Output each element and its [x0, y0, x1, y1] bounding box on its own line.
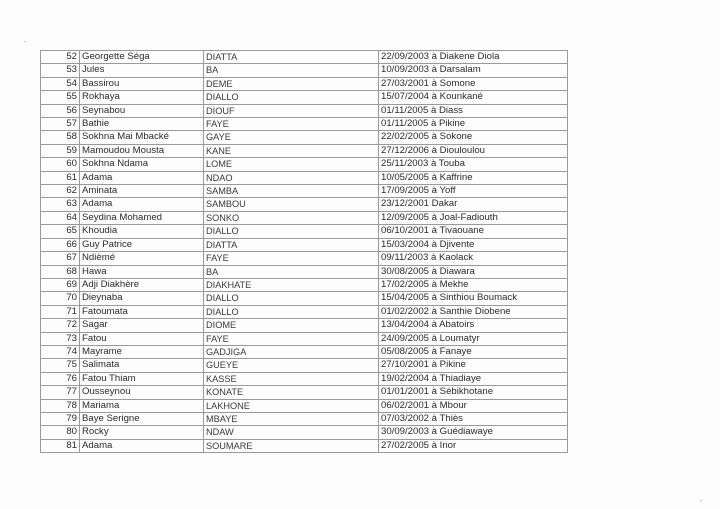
last-name-cell: NDAW — [204, 426, 379, 439]
first-name-cell: Ousseynou — [80, 386, 204, 399]
table-row — [41, 91, 568, 104]
first-name-cell: Dieynaba — [80, 292, 204, 305]
first-name-cell: Sagar — [80, 319, 204, 332]
birth-date-place-cell: 25/11/2003 à Touba — [379, 158, 568, 171]
birth-date-place-cell: 27/10/2001 à Pikine — [379, 359, 568, 372]
row-number-cell: 75 — [41, 359, 80, 372]
first-name-cell: Mariama — [80, 399, 204, 412]
table-row — [41, 265, 568, 278]
last-name-cell: KANE — [204, 144, 379, 157]
last-name-cell: DIAKHATE — [204, 278, 379, 291]
row-number-cell: 53 — [41, 64, 80, 77]
last-name-cell: GAYE — [204, 131, 379, 144]
last-name-cell: FAYE — [204, 118, 379, 131]
table-row — [41, 238, 568, 251]
first-name-cell: Sokhna Ndama — [80, 158, 204, 171]
row-number-cell: 71 — [41, 305, 80, 318]
table-row — [41, 278, 568, 291]
row-number-cell: 76 — [41, 372, 80, 385]
last-name-cell: SAMBOU — [204, 198, 379, 211]
birth-date-place-cell: 19/02/2004 à Thiadiaye — [379, 372, 568, 385]
table-row — [41, 131, 568, 144]
last-name-cell: KONATE — [204, 386, 379, 399]
table-row — [41, 77, 568, 90]
last-name-cell: DIALLO — [204, 225, 379, 238]
birth-date-place-cell: 22/09/2003 à Diakene Diola — [379, 51, 568, 64]
last-name-cell: SOUMARE — [204, 439, 379, 452]
first-name-cell: Guy Patrice — [80, 238, 204, 251]
last-name-cell: DIOME — [204, 319, 379, 332]
birth-date-place-cell: 27/02/2005 à Inor — [379, 439, 568, 452]
birth-date-place-cell: 05/08/2005 à Fanaye — [379, 345, 568, 358]
last-name-cell: GADJIGA — [204, 345, 379, 358]
birth-date-place-cell: 01/01/2001 à Sébikhotane — [379, 386, 568, 399]
row-number-cell: 66 — [41, 238, 80, 251]
last-name-cell: MBAYE — [204, 412, 379, 425]
table-row — [41, 386, 568, 399]
birth-date-place-cell: 01/11/2005 à Diass — [379, 104, 568, 117]
student-roster-table — [40, 50, 568, 453]
birth-date-place-cell: 17/02/2005 à Mekhe — [379, 278, 568, 291]
first-name-cell: Adama — [80, 171, 204, 184]
row-number-cell: 57 — [41, 118, 80, 131]
row-number-cell: 52 — [41, 51, 80, 64]
table-row — [41, 252, 568, 265]
last-name-cell: DIALLO — [204, 305, 379, 318]
first-name-cell: Seynabou — [80, 104, 204, 117]
first-name-cell: Mamoudou Mousta — [80, 144, 204, 157]
last-name-cell: FAYE — [204, 332, 379, 345]
table-row — [41, 345, 568, 358]
table-row — [41, 104, 568, 117]
first-name-cell: Bathie — [80, 118, 204, 131]
row-number-cell: 77 — [41, 386, 80, 399]
table-row — [41, 412, 568, 425]
first-name-cell: Bassirou — [80, 77, 204, 90]
birth-date-place-cell: 23/12/2001 Dakar — [379, 198, 568, 211]
birth-date-place-cell: 30/09/2003 à Guédiawaye — [379, 426, 568, 439]
table-row — [41, 118, 568, 131]
row-number-cell: 70 — [41, 292, 80, 305]
first-name-cell: Seydina Mohamed — [80, 211, 204, 224]
birth-date-place-cell: 01/02/2002 à Santhie Diobene — [379, 305, 568, 318]
table-row — [41, 332, 568, 345]
first-name-cell: Adama — [80, 439, 204, 452]
birth-date-place-cell: 15/04/2005 à Sinthiou Boumack — [379, 292, 568, 305]
table-row — [41, 198, 568, 211]
first-name-cell: Hawa — [80, 265, 204, 278]
first-name-cell: Adji Diakhère — [80, 278, 204, 291]
table-row — [41, 305, 568, 318]
first-name-cell: Baye Serigne — [80, 412, 204, 425]
row-number-cell: 79 — [41, 412, 80, 425]
row-number-cell: 58 — [41, 131, 80, 144]
birth-date-place-cell: 15/07/2004 à Kounkané — [379, 91, 568, 104]
first-name-cell: Fatou — [80, 332, 204, 345]
table-row — [41, 439, 568, 452]
last-name-cell: DEME — [204, 77, 379, 90]
first-name-cell: Jules — [80, 64, 204, 77]
table-row — [41, 319, 568, 332]
last-name-cell: LAKHONE — [204, 399, 379, 412]
row-number-cell: 64 — [41, 211, 80, 224]
row-number-cell: 67 — [41, 252, 80, 265]
last-name-cell: FAYE — [204, 252, 379, 265]
birth-date-place-cell: 06/10/2001 à Tivaouane — [379, 225, 568, 238]
last-name-cell: BA — [204, 64, 379, 77]
first-name-cell: Rokhaya — [80, 91, 204, 104]
last-name-cell: DIALLO — [204, 91, 379, 104]
birth-date-place-cell: 15/03/2004 à Djivente — [379, 238, 568, 251]
row-number-cell: 63 — [41, 198, 80, 211]
table-row — [41, 359, 568, 372]
row-number-cell: 69 — [41, 278, 80, 291]
birth-date-place-cell: 10/05/2005 à Kaffrine — [379, 171, 568, 184]
scan-speck — [24, 41, 26, 42]
row-number-cell: 73 — [41, 332, 80, 345]
birth-date-place-cell: 22/02/2005 à Sokone — [379, 131, 568, 144]
table-row — [41, 144, 568, 157]
last-name-cell: DIATTA — [204, 51, 379, 64]
row-number-cell: 61 — [41, 171, 80, 184]
birth-date-place-cell: 17/09/2005 à Yoff — [379, 185, 568, 198]
birth-date-place-cell: 30/08/2005 à Diawara — [379, 265, 568, 278]
row-number-cell: 55 — [41, 91, 80, 104]
row-number-cell: 78 — [41, 399, 80, 412]
row-number-cell: 81 — [41, 439, 80, 452]
table-row — [41, 211, 568, 224]
birth-date-place-cell: 27/12/2006 à Diouloulou — [379, 144, 568, 157]
row-number-cell: 80 — [41, 426, 80, 439]
last-name-cell: DIALLO — [204, 292, 379, 305]
table-row — [41, 51, 568, 64]
row-number-cell: 68 — [41, 265, 80, 278]
table-row — [41, 225, 568, 238]
birth-date-place-cell: 13/04/2004 à Abatoirs — [379, 319, 568, 332]
row-number-cell: 72 — [41, 319, 80, 332]
last-name-cell: LOME — [204, 158, 379, 171]
birth-date-place-cell: 06/02/2001 à Mbour — [379, 399, 568, 412]
last-name-cell: DIOUF — [204, 104, 379, 117]
table-row — [41, 399, 568, 412]
row-number-cell: 56 — [41, 104, 80, 117]
row-number-cell: 54 — [41, 77, 80, 90]
row-number-cell: 62 — [41, 185, 80, 198]
table-row — [41, 185, 568, 198]
table-row — [41, 426, 568, 439]
last-name-cell: SONKO — [204, 211, 379, 224]
birth-date-place-cell: 01/11/2005 à Pikine — [379, 118, 568, 131]
roster-body — [41, 51, 568, 453]
last-name-cell: KASSE — [204, 372, 379, 385]
table-row — [41, 292, 568, 305]
first-name-cell: Adama — [80, 198, 204, 211]
scan-speck — [700, 500, 702, 501]
table-row — [41, 64, 568, 77]
first-name-cell: Fatoumata — [80, 305, 204, 318]
last-name-cell: NDAO — [204, 171, 379, 184]
birth-date-place-cell: 12/09/2005 à Joal-Fadiouth — [379, 211, 568, 224]
row-number-cell: 59 — [41, 144, 80, 157]
first-name-cell: Khoudia — [80, 225, 204, 238]
row-number-cell: 65 — [41, 225, 80, 238]
birth-date-place-cell: 10/09/2003 à Darsalam — [379, 64, 568, 77]
first-name-cell: Rocky — [80, 426, 204, 439]
birth-date-place-cell: 09/11/2003 à Kaolack — [379, 252, 568, 265]
birth-date-place-cell: 27/03/2001 à Somone — [379, 77, 568, 90]
row-number-cell: 60 — [41, 158, 80, 171]
birth-date-place-cell: 07/03/2002 à Thiès — [379, 412, 568, 425]
last-name-cell: GUEYE — [204, 359, 379, 372]
first-name-cell: Fatou Thiam — [80, 372, 204, 385]
first-name-cell: Sokhna Mai Mbacké — [80, 131, 204, 144]
table-row — [41, 171, 568, 184]
table-row — [41, 372, 568, 385]
birth-date-place-cell: 24/09/2005 à Loumatyr — [379, 332, 568, 345]
last-name-cell: BA — [204, 265, 379, 278]
first-name-cell: Aminata — [80, 185, 204, 198]
first-name-cell: Mayrame — [80, 345, 204, 358]
last-name-cell: SAMBA — [204, 185, 379, 198]
row-number-cell: 74 — [41, 345, 80, 358]
table-row — [41, 158, 568, 171]
first-name-cell: Ndièmé — [80, 252, 204, 265]
first-name-cell: Georgette Séga — [80, 51, 204, 64]
first-name-cell: Salimata — [80, 359, 204, 372]
last-name-cell: DIATTA — [204, 238, 379, 251]
